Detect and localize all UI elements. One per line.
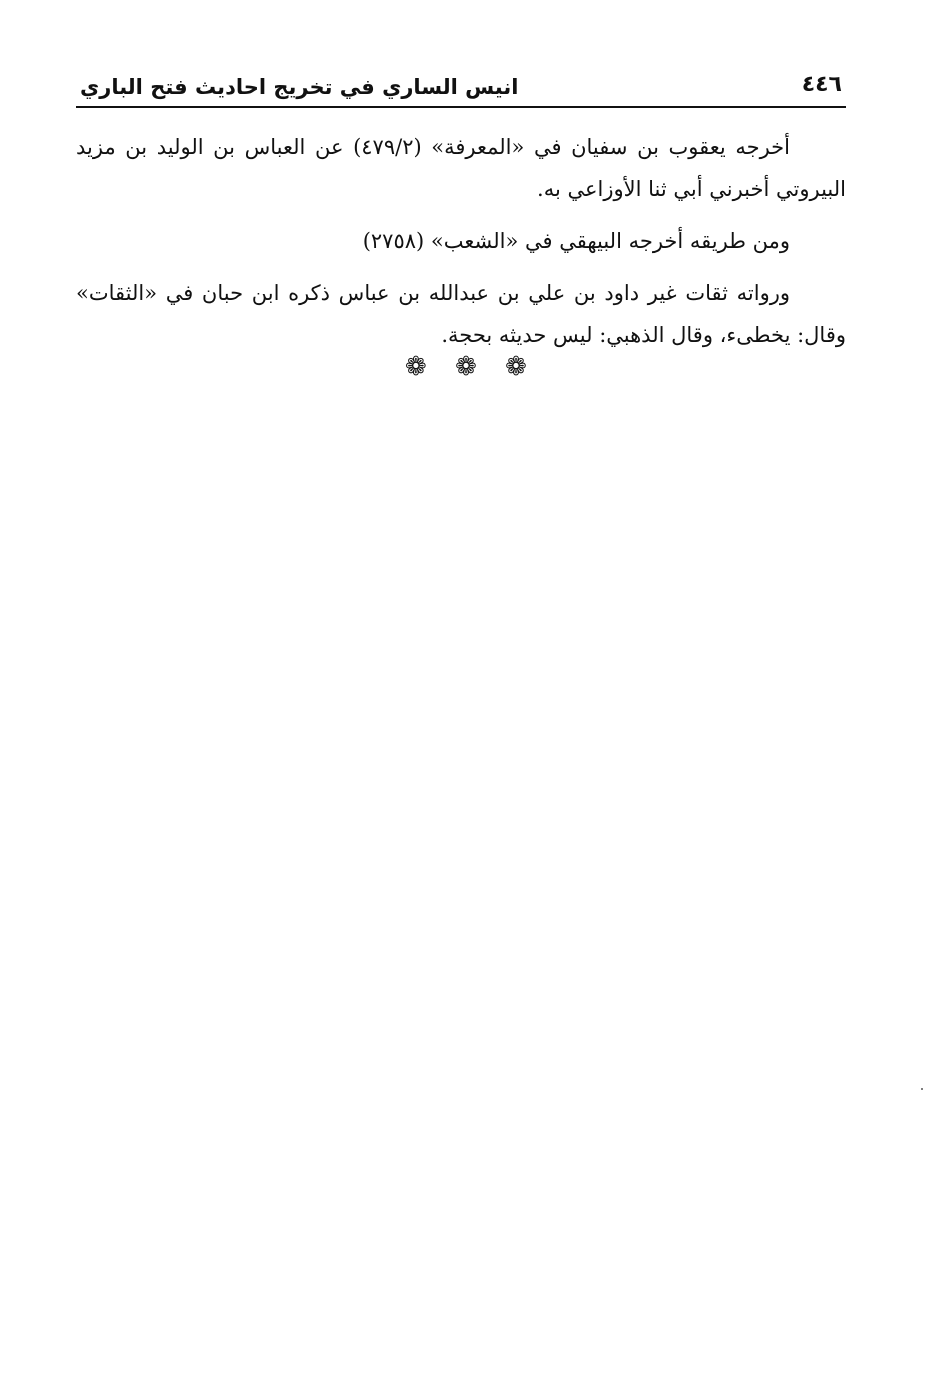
book-title: انيس الساري في تخريج احاديث فتح الباري	[80, 75, 519, 99]
running-header	[76, 66, 846, 108]
paragraph-takhrij: أخرجه يعقوب بن سفيان في «المعرفة» (٤٧٩/٢) عن العباس بن الوليد بن مزيد البيروتي أخبرني أبي ثنا الأوزاعي به.	[76, 135, 846, 201]
flower-ornament-icon: ❁	[405, 352, 437, 382]
flower-ornament-icon: ❁	[505, 352, 537, 382]
section-divider-ornaments	[0, 352, 942, 382]
body-text	[76, 126, 846, 366]
page-number: ٤٤٦	[801, 72, 842, 97]
flower-ornament-icon: ❁	[455, 352, 487, 382]
scan-speck	[921, 1088, 923, 1090]
paragraph-narrators: ورواته ثقات غير داود بن علي بن عبدالله بن عباس ذكره ابن حبان في «الثقات» وقال: يخطىء، وقال الذهبي: ليس حديثه بحجة.	[76, 281, 846, 347]
paragraph-bayhaqi: ومن طريقه أخرجه البيهقي في «الشعب» (٢٧٥٨)	[362, 229, 790, 253]
